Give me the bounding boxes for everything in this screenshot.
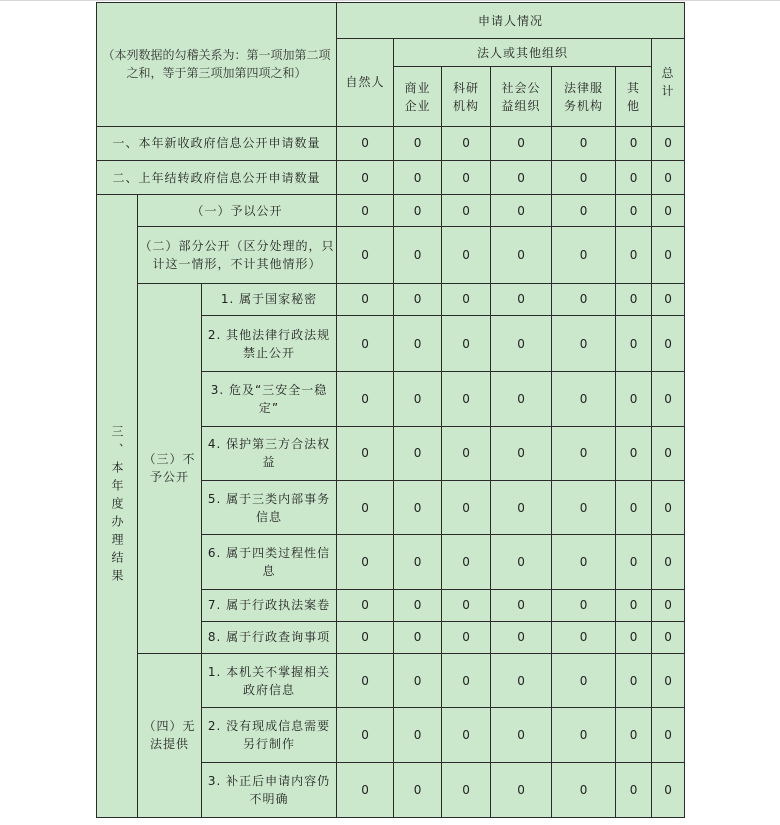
cell-value: 0: [491, 195, 552, 227]
cell-value: 0: [552, 315, 616, 371]
cell-value: 0: [552, 589, 616, 621]
cell-value: 0: [394, 535, 442, 589]
cell-value: 0: [652, 160, 685, 194]
cell-value: 0: [394, 227, 442, 283]
cell-value: 0: [337, 227, 394, 283]
row-label: 1. 属于国家秘密: [202, 283, 337, 315]
top-rule: [0, 0, 780, 1]
cell-value: 0: [552, 621, 616, 653]
cell-value: 0: [394, 762, 442, 817]
cell-value: 0: [652, 426, 685, 480]
cell-value: 0: [652, 372, 685, 426]
header-legal-org: 法人或其他组织: [394, 39, 652, 67]
row-label: 2. 其他法律行政法规禁止公开: [202, 315, 337, 371]
cell-value: 0: [616, 480, 652, 534]
cell-value: 0: [552, 195, 616, 227]
row-label: 3. 补正后申请内容仍不明确: [202, 762, 337, 817]
cell-value: 0: [491, 621, 552, 653]
cell-value: 0: [552, 160, 616, 194]
cell-value: 0: [442, 195, 491, 227]
cell-value: 0: [442, 480, 491, 534]
header-total: 总计: [652, 39, 685, 127]
cell-value: 0: [491, 426, 552, 480]
cell-value: 0: [552, 372, 616, 426]
cell-value: 0: [616, 160, 652, 194]
deny-label: （三）不予公开: [138, 283, 202, 653]
row-label: 4. 保护第三方合法权益: [202, 426, 337, 480]
cell-value: 0: [337, 708, 394, 762]
cell-value: 0: [552, 480, 616, 534]
row-label: 6. 属于四类过程性信息: [202, 535, 337, 589]
cell-value: 0: [552, 653, 616, 707]
cell-value: 0: [491, 283, 552, 315]
cell-value: 0: [552, 708, 616, 762]
cell-value: 0: [442, 372, 491, 426]
row-label: 二、上年结转政府信息公开申请数量: [97, 160, 337, 194]
unable-label: （四）无法提供: [138, 653, 202, 817]
cell-value: 0: [616, 762, 652, 817]
header-col-other: 其他: [616, 67, 652, 126]
cell-value: 0: [394, 589, 442, 621]
header-col-public-welfare: 社会公益组织: [491, 67, 552, 126]
cell-value: 0: [552, 535, 616, 589]
header-note: （本列数据的勾稽关系为：第一项加第二项之和，等于第三项加第四项之和）: [97, 3, 337, 127]
table-row: [97, 653, 685, 707]
header-natural-person: 自然人: [337, 39, 394, 127]
cell-value: 0: [442, 621, 491, 653]
cell-value: 0: [394, 621, 442, 653]
cell-value: 0: [491, 653, 552, 707]
cell-value: 0: [552, 227, 616, 283]
cell-value: 0: [491, 589, 552, 621]
cell-value: 0: [652, 126, 685, 160]
cell-value: 0: [552, 283, 616, 315]
cell-value: 0: [394, 195, 442, 227]
cell-value: 0: [491, 480, 552, 534]
cell-value: 0: [491, 708, 552, 762]
cell-value: 0: [652, 621, 685, 653]
cell-value: 0: [616, 653, 652, 707]
cell-value: 0: [652, 480, 685, 534]
cell-value: 0: [491, 762, 552, 817]
disclosure-statistics-table: [96, 2, 685, 818]
cell-value: 0: [442, 653, 491, 707]
cell-value: 0: [394, 160, 442, 194]
row-label: 一、本年新收政府信息公开申请数量: [97, 126, 337, 160]
cell-value: 0: [442, 283, 491, 315]
cell-value: 0: [616, 195, 652, 227]
cell-value: 0: [616, 708, 652, 762]
cell-value: 0: [616, 315, 652, 371]
cell-value: 0: [491, 160, 552, 194]
cell-value: 0: [337, 126, 394, 160]
cell-value: 0: [442, 535, 491, 589]
cell-value: 0: [337, 535, 394, 589]
cell-value: 0: [394, 315, 442, 371]
table-row: [97, 195, 685, 227]
header-applicant: 申请人情况: [337, 3, 685, 39]
cell-value: 0: [394, 653, 442, 707]
cell-value: 0: [337, 372, 394, 426]
cell-value: 0: [616, 372, 652, 426]
cell-value: 0: [337, 195, 394, 227]
cell-value: 0: [652, 653, 685, 707]
cell-value: 0: [491, 315, 552, 371]
row-label: 3. 危及“三安全一稳定”: [202, 372, 337, 426]
header-col-business: 商业企业: [394, 67, 442, 126]
cell-value: 0: [652, 227, 685, 283]
cell-value: 0: [337, 283, 394, 315]
cell-value: 0: [491, 227, 552, 283]
cell-value: 0: [616, 621, 652, 653]
cell-value: 0: [442, 160, 491, 194]
cell-value: 0: [652, 762, 685, 817]
cell-value: 0: [652, 315, 685, 371]
cell-value: 0: [552, 762, 616, 817]
cell-value: 0: [442, 589, 491, 621]
cell-value: 0: [616, 589, 652, 621]
cell-value: 0: [394, 126, 442, 160]
cell-value: 0: [337, 480, 394, 534]
row-label: 7. 属于行政执法案卷: [202, 589, 337, 621]
cell-value: 0: [442, 227, 491, 283]
cell-value: 0: [442, 762, 491, 817]
cell-value: 0: [394, 426, 442, 480]
cell-value: 0: [394, 372, 442, 426]
cell-value: 0: [491, 372, 552, 426]
cell-value: 0: [552, 426, 616, 480]
table-row: [97, 126, 685, 160]
table-row: [97, 160, 685, 194]
cell-value: 0: [652, 283, 685, 315]
cell-value: 0: [337, 589, 394, 621]
cell-value: 0: [652, 708, 685, 762]
cell-value: 0: [337, 160, 394, 194]
row-label: （二）部分公开（区分处理的，只计这一情形，不计其他情形）: [138, 227, 337, 283]
row-label: 5. 属于三类内部事务信息: [202, 480, 337, 534]
header-col-research: 科研机构: [442, 67, 491, 126]
cell-value: 0: [394, 480, 442, 534]
cell-value: 0: [491, 535, 552, 589]
cell-value: 0: [616, 535, 652, 589]
row-label: 1. 本机关不掌握相关政府信息: [202, 653, 337, 707]
cell-value: 0: [616, 227, 652, 283]
cell-value: 0: [442, 708, 491, 762]
row-label: （一）予以公开: [138, 195, 337, 227]
cell-value: 0: [552, 126, 616, 160]
cell-value: 0: [616, 126, 652, 160]
cell-value: 0: [616, 283, 652, 315]
cell-value: 0: [337, 621, 394, 653]
table-row: [97, 227, 685, 283]
cell-value: 0: [442, 426, 491, 480]
cell-value: 0: [652, 195, 685, 227]
cell-value: 0: [442, 315, 491, 371]
table-row: [97, 283, 685, 315]
cell-value: 0: [442, 126, 491, 160]
header-col-legal-service: 法律服务机构: [552, 67, 616, 126]
cell-value: 0: [394, 708, 442, 762]
row-label: 8. 属于行政查询事项: [202, 621, 337, 653]
cell-value: 0: [652, 535, 685, 589]
cell-value: 0: [337, 426, 394, 480]
cell-value: 0: [337, 315, 394, 371]
cell-value: 0: [337, 653, 394, 707]
section3-label: 三、本年度办理结果: [97, 195, 138, 818]
cell-value: 0: [652, 589, 685, 621]
cell-value: 0: [491, 126, 552, 160]
cell-value: 0: [337, 762, 394, 817]
cell-value: 0: [616, 426, 652, 480]
row-label: 2. 没有现成信息需要另行制作: [202, 708, 337, 762]
cell-value: 0: [394, 283, 442, 315]
